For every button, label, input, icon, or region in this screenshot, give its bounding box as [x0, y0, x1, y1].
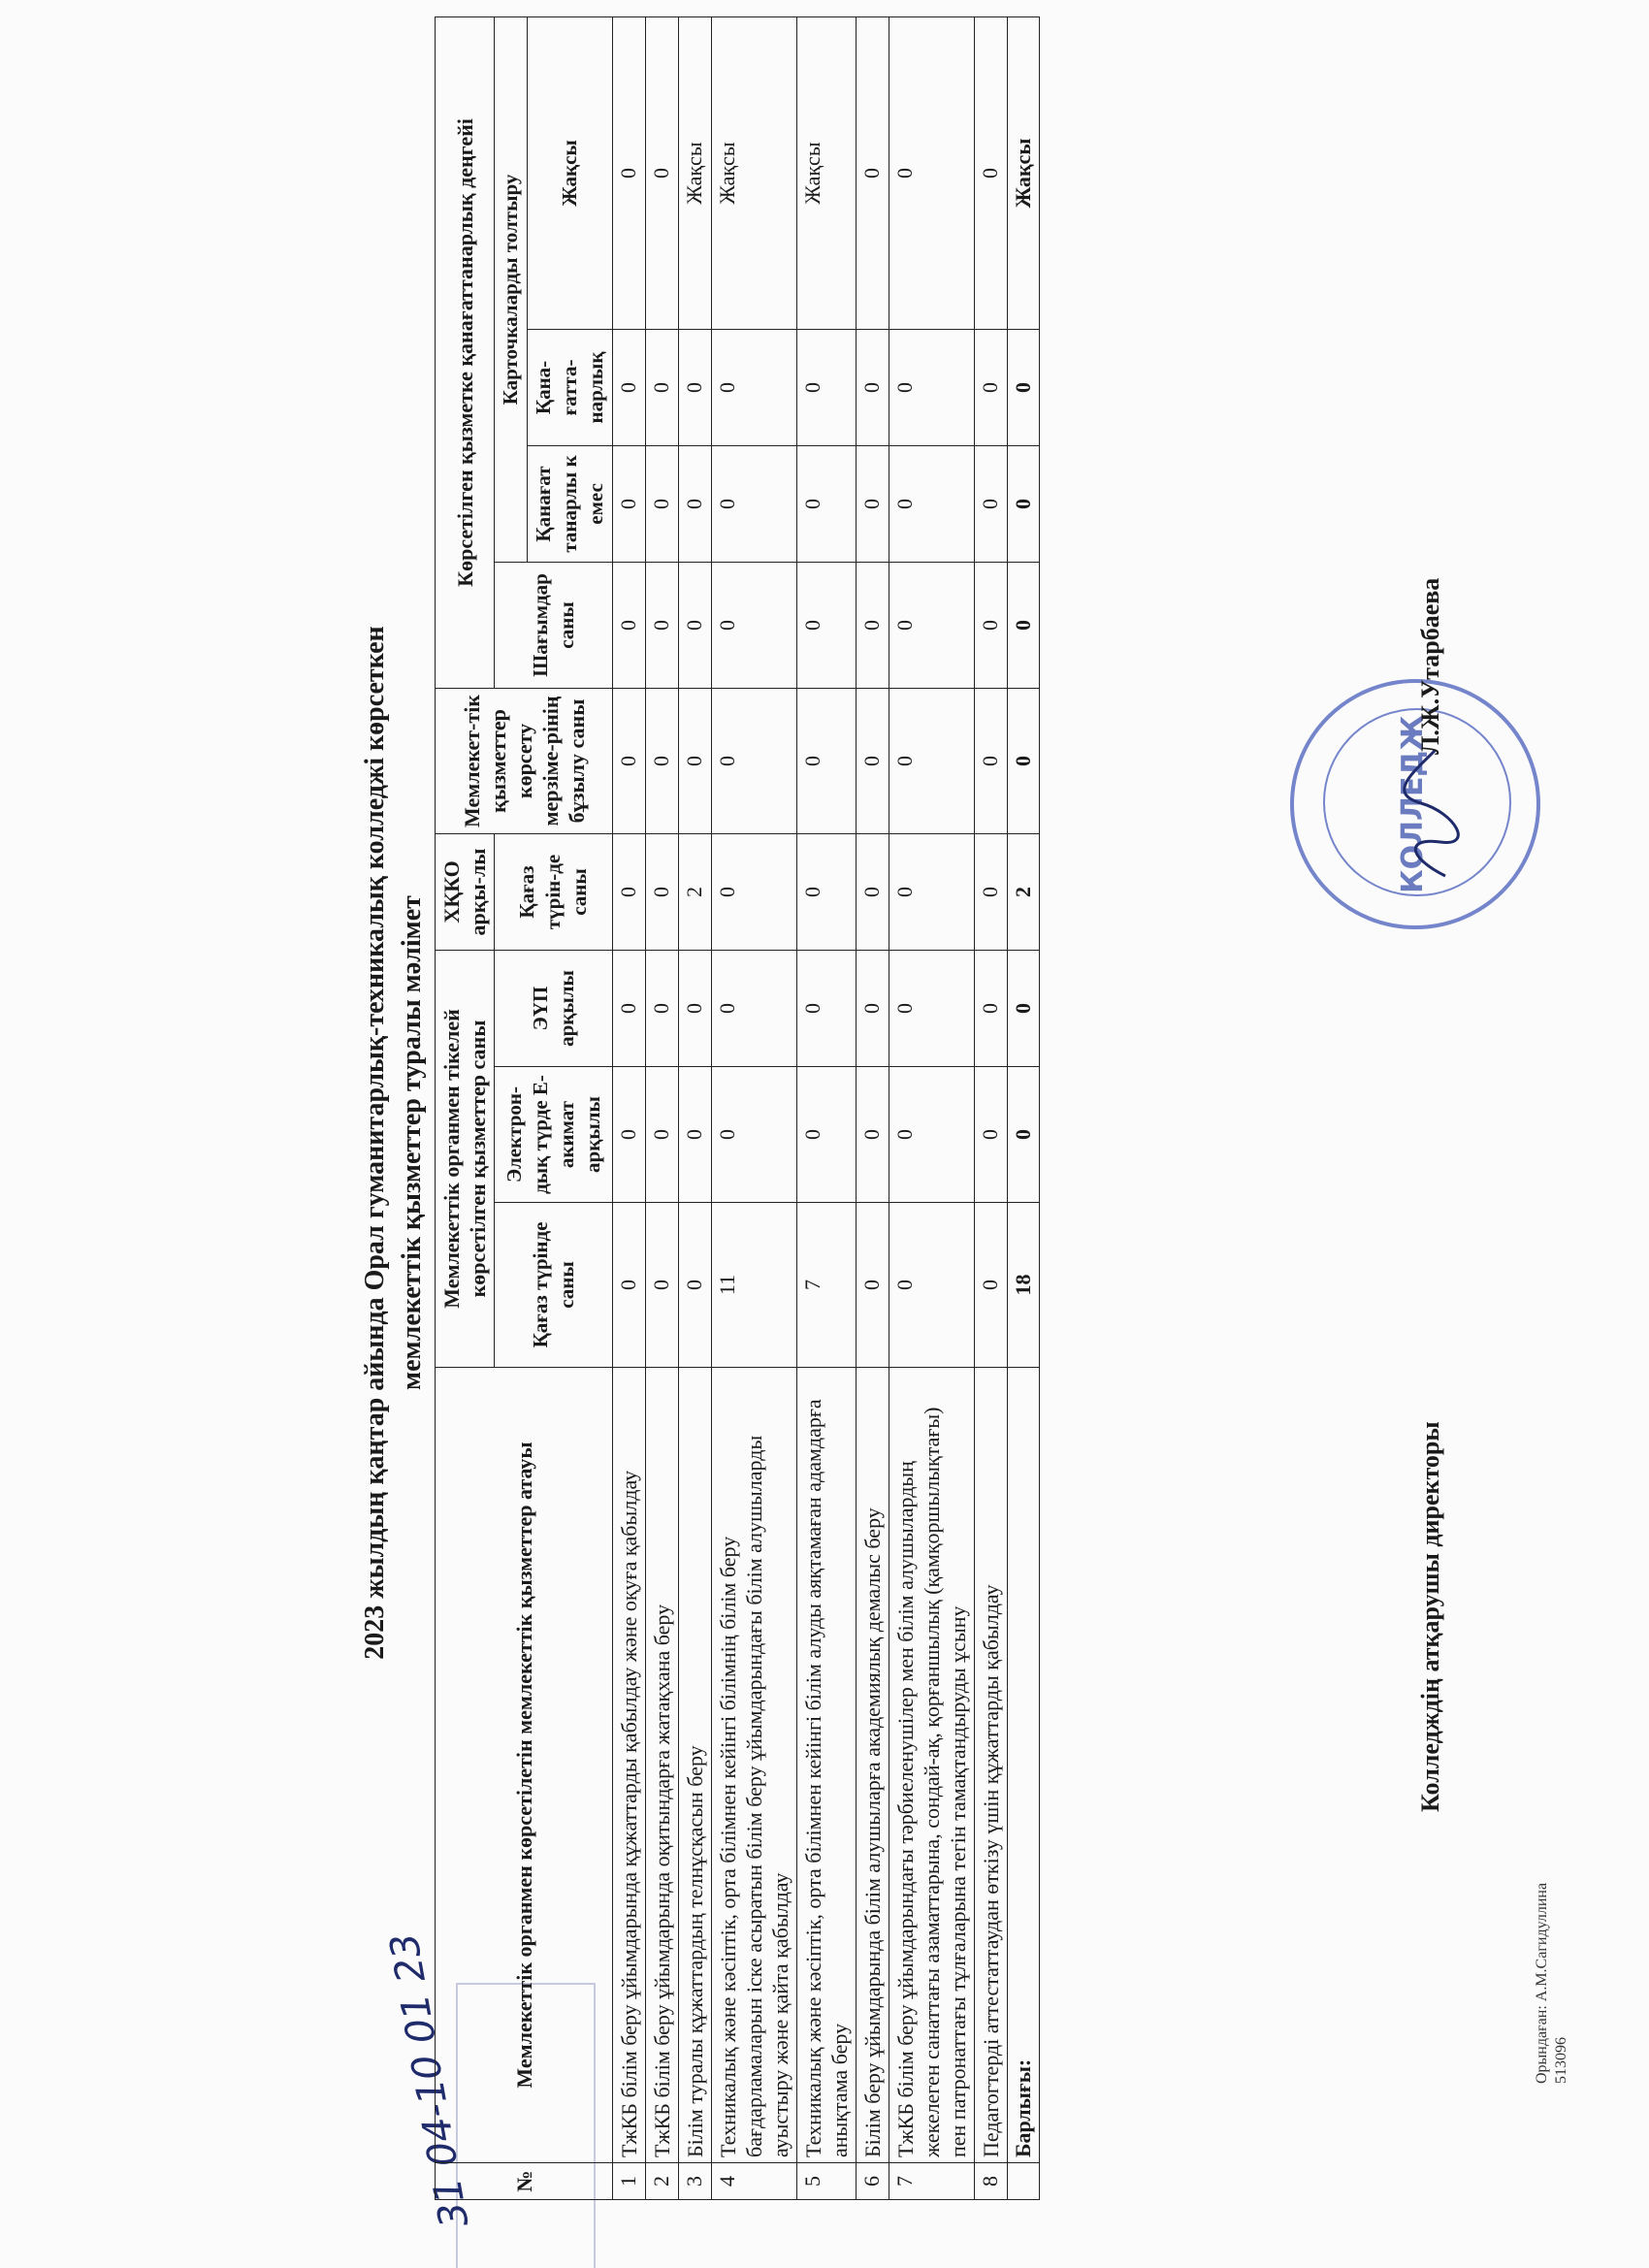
total-satisfied: 0 — [1008, 329, 1040, 445]
total-no-cell — [1008, 2163, 1040, 2200]
table-row — [613, 16, 646, 2199]
document-subtitle: мемлекеттік қызметтер туралы мәлімет — [397, 895, 427, 1390]
row-service: Білім беру ұйымдарында білім алушыларға академиялық демалыс беру — [857, 1368, 889, 2163]
total-unsatisfied: 0 — [1008, 445, 1040, 562]
row-satisfied: 0 — [646, 329, 679, 445]
row-unsatisfied: 0 — [797, 445, 857, 562]
header-cards: Карточкаларды толтыру — [495, 16, 528, 562]
row-paper: 11 — [712, 1203, 797, 1368]
row-electronic: 0 — [975, 1067, 1008, 1203]
row-complaints: 0 — [646, 562, 679, 688]
header-satisfaction: Көрсетілген қызметке қанағаттанарлық деңгейі — [436, 16, 495, 688]
total-violations: 0 — [1008, 688, 1040, 833]
total-paper: 18 — [1008, 1203, 1040, 1368]
row-violations: 0 — [857, 688, 889, 833]
row-hkko: 0 — [975, 833, 1008, 950]
row-no: 5 — [797, 2163, 857, 2200]
header-row-1 — [436, 16, 495, 2199]
header-satisfied: Қана-ғатта-нарлық — [528, 329, 613, 445]
total-hkko: 2 — [1008, 833, 1040, 950]
row-service: Техникалық және кәсіптік, орта білімнен кейінгі білімнің білім беру бағдарламаларын іске асыратын білім беру ұйымдарындағы білім алушыларды ауыстыру және қайта қабылдау — [712, 1368, 797, 2163]
row-complaints: 0 — [797, 562, 857, 688]
row-no: 1 — [613, 2163, 646, 2200]
header-direct: Мемлекеттік органмен тікелей көрсетілген қызметтер саны — [436, 950, 495, 1367]
row-egov: 0 — [613, 950, 646, 1066]
header-hkko: ХҚКО арқы-лы — [436, 833, 495, 950]
row-satisfied: 0 — [613, 329, 646, 445]
total-electronic: 0 — [1008, 1067, 1040, 1203]
row-service: Техникалық және кәсіптік, орта білімнен кейінгі білім алуды аяқтамаған адамдарға анықтама беру — [797, 1368, 857, 2163]
row-egov: 0 — [646, 950, 679, 1066]
row-egov: 0 — [889, 950, 975, 1066]
row-paper: 0 — [889, 1203, 975, 1368]
row-service: Педагогтерді аттестаттаудан өткізу үшін құжаттарды қабылдау — [975, 1368, 1008, 2163]
row-good: Жақсы — [679, 16, 712, 329]
total-row — [1008, 16, 1040, 2199]
row-service: ТжКБ білім беру ұйымдарында құжаттарды қабылдау және оқуға қабылдау — [613, 1368, 646, 2163]
header-complaints: Шағымдар саны — [495, 562, 613, 688]
document-title: 2023 жылдың қаңтар айында Орал гуманитарлық-техникалық колледжі көрсеткен — [360, 626, 390, 1660]
row-complaints: 0 — [857, 562, 889, 688]
row-egov: 0 — [975, 950, 1008, 1066]
row-hkko: 0 — [797, 833, 857, 950]
row-satisfied: 0 — [712, 329, 797, 445]
header-no: № — [436, 2163, 613, 2200]
row-service: ТжКБ білім беру ұйымдарында оқитындарға жатақхана беру — [646, 1368, 679, 2163]
executor-name: Орындаған: А.М.Сагидуллина — [1534, 1882, 1550, 2084]
row-complaints: 0 — [679, 562, 712, 688]
row-electronic: 0 — [857, 1067, 889, 1203]
row-egov: 0 — [712, 950, 797, 1066]
row-electronic: 0 — [646, 1067, 679, 1203]
row-good: 0 — [613, 16, 646, 329]
table-row — [679, 16, 712, 2199]
table-row — [712, 16, 797, 2199]
row-hkko: 0 — [712, 833, 797, 950]
row-no: 2 — [646, 2163, 679, 2200]
row-no: 4 — [712, 2163, 797, 2200]
header-service-name: Мемлекеттік органмен көрсетілетін мемлекеттік қызметтер атауы — [436, 1368, 613, 2163]
row-violations: 0 — [613, 688, 646, 833]
row-paper: 0 — [975, 1203, 1008, 1368]
row-hkko: 0 — [613, 833, 646, 950]
total-complaints: 0 — [1008, 562, 1040, 688]
header-paper: Қағаз түрінде саны — [495, 1203, 613, 1368]
table-row — [797, 16, 857, 2199]
services-table — [435, 16, 1040, 2200]
row-paper: 0 — [857, 1203, 889, 1368]
total-label: Барлығы: — [1008, 1368, 1040, 2163]
row-service: Білім туралы құжаттардың телнұсқасын беру — [679, 1368, 712, 2163]
row-complaints: 0 — [712, 562, 797, 688]
table-row — [857, 16, 889, 2199]
row-complaints: 0 — [613, 562, 646, 688]
row-no: 7 — [889, 2163, 975, 2200]
row-paper: 0 — [646, 1203, 679, 1368]
header-violations: Мемлекет-тік қызметтер көрсету мерзіме-рінің бұзылу саны — [436, 688, 613, 833]
row-complaints: 0 — [889, 562, 975, 688]
row-good: 0 — [857, 16, 889, 329]
row-egov: 0 — [679, 950, 712, 1066]
row-violations: 0 — [712, 688, 797, 833]
table-row — [975, 16, 1008, 2199]
row-paper: 7 — [797, 1203, 857, 1368]
row-good: 0 — [646, 16, 679, 329]
row-hkko: 0 — [857, 833, 889, 950]
row-satisfied: 0 — [797, 329, 857, 445]
executor-phone: 513096 — [1553, 2037, 1569, 2084]
row-egov: 0 — [857, 950, 889, 1066]
row-paper: 0 — [613, 1203, 646, 1368]
row-violations: 0 — [679, 688, 712, 833]
row-hkko: 0 — [646, 833, 679, 950]
row-electronic: 0 — [613, 1067, 646, 1203]
header-good: Жақсы — [528, 16, 613, 329]
row-electronic: 0 — [679, 1067, 712, 1203]
row-satisfied: 0 — [679, 329, 712, 445]
row-unsatisfied: 0 — [613, 445, 646, 562]
director-title: Колледждің атқарушы директоры — [1416, 1421, 1444, 1812]
row-hkko: 0 — [889, 833, 975, 950]
header-electronic: Электрон-дық түрде Е-акимат арқылы — [495, 1067, 613, 1203]
executor-note — [1533, 1883, 1571, 2084]
row-unsatisfied: 0 — [712, 445, 797, 562]
row-violations: 0 — [889, 688, 975, 833]
row-service: ТжКБ білім беру ұйымдарындағы тәрбиеленушілер мен білім алушылардың жекелеген санаттағы азаматтарына, сондай-ақ, қорғаншылық (қамқоршылықтағы) пен патронаттағы тұлғаларына тегін тамақтандыруды ұсыну — [889, 1368, 975, 2163]
signature-scribble — [1397, 745, 1465, 881]
row-good: Жақсы — [797, 16, 857, 329]
row-unsatisfied: 0 — [975, 445, 1008, 562]
row-no: 3 — [679, 2163, 712, 2200]
row-good: 0 — [889, 16, 975, 329]
handwritten-date: 31 04-10 01 23 — [381, 1929, 478, 2231]
row-violations: 0 — [975, 688, 1008, 833]
row-good: 0 — [975, 16, 1008, 329]
header-hkko-paper: Қағаз түрін-де саны — [495, 833, 613, 950]
row-satisfied: 0 — [975, 329, 1008, 445]
total-good: Жақсы — [1008, 16, 1040, 329]
seal-word: КОЛЛЕДЖ — [1396, 715, 1430, 893]
row-electronic: 0 — [712, 1067, 797, 1203]
director-name: Л.Ж.Утарбаева — [1416, 577, 1444, 755]
row-complaints: 0 — [975, 562, 1008, 688]
row-electronic: 0 — [797, 1067, 857, 1203]
row-satisfied: 0 — [857, 329, 889, 445]
total-egov: 0 — [1008, 950, 1040, 1066]
row-unsatisfied: 0 — [889, 445, 975, 562]
row-violations: 0 — [797, 688, 857, 833]
row-unsatisfied: 0 — [857, 445, 889, 562]
table-row — [889, 16, 975, 2199]
row-egov: 0 — [797, 950, 857, 1066]
row-good: Жақсы — [712, 16, 797, 329]
row-no: 8 — [975, 2163, 1008, 2200]
row-no: 6 — [857, 2163, 889, 2200]
row-electronic: 0 — [889, 1067, 975, 1203]
row-unsatisfied: 0 — [646, 445, 679, 562]
row-unsatisfied: 0 — [679, 445, 712, 562]
row-satisfied: 0 — [889, 329, 975, 445]
header-egov: ЭҮП арқылы — [495, 950, 613, 1066]
table-row — [646, 16, 679, 2199]
row-paper: 0 — [679, 1203, 712, 1368]
row-hkko: 2 — [679, 833, 712, 950]
header-unsatisfied: Қанағат танарлы к емес — [528, 445, 613, 562]
row-violations: 0 — [646, 688, 679, 833]
